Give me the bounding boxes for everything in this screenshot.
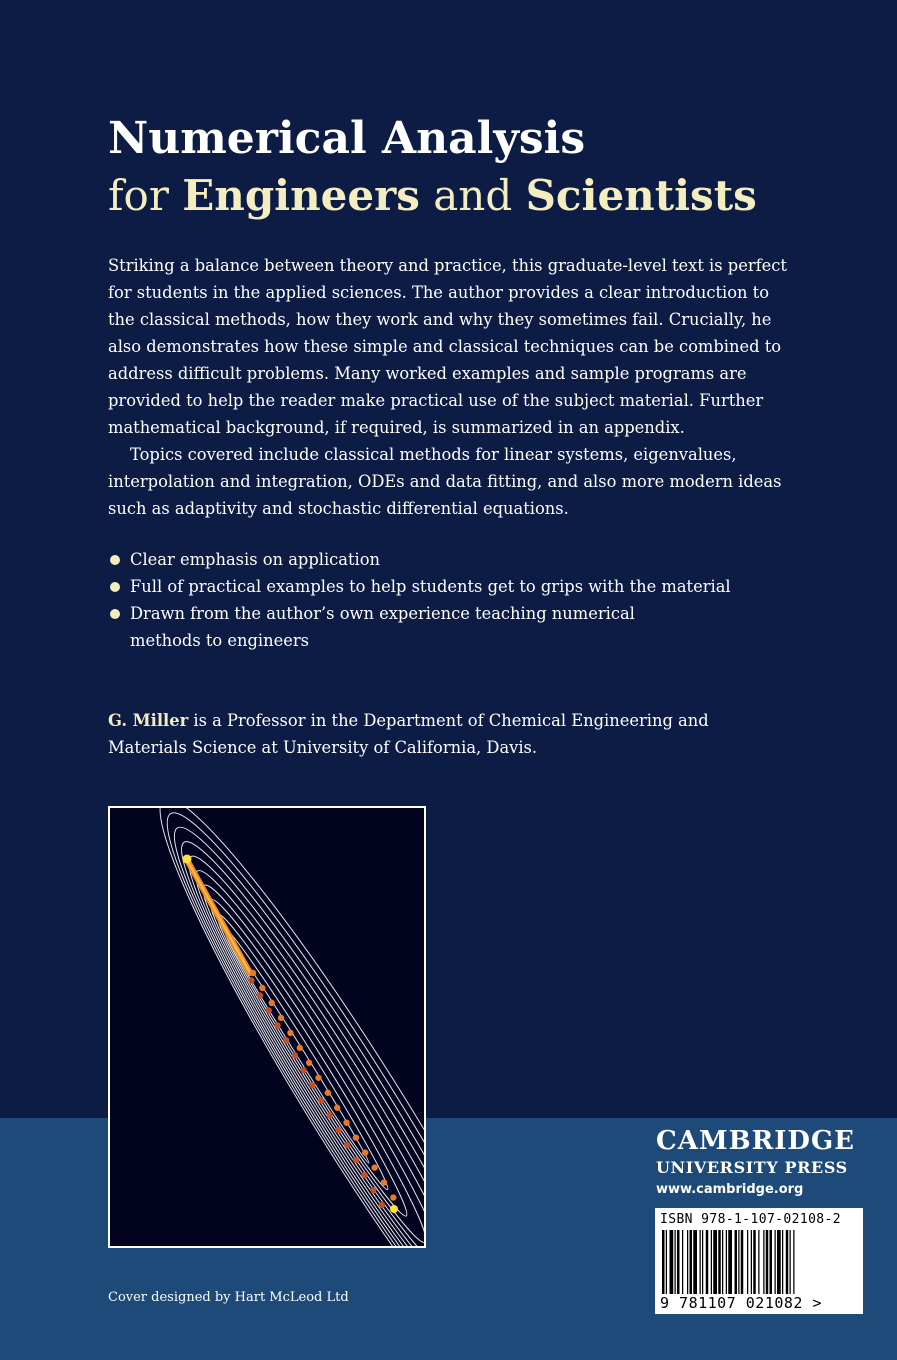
iteration-dot (335, 1127, 341, 1133)
iteration-dot (379, 1202, 385, 1208)
iteration-dot (370, 1187, 376, 1193)
barcode-bar (675, 1230, 676, 1294)
barcode-bar (747, 1230, 748, 1294)
iteration-dot (259, 985, 265, 991)
barcode-bar (766, 1230, 769, 1294)
barcode-digits: 9 781107 021082 > (660, 1294, 823, 1312)
iteration-dot (353, 1157, 359, 1163)
barcode-bar (735, 1230, 738, 1294)
bullet-icon (110, 609, 120, 619)
cover-illustration (108, 806, 426, 1248)
feature-text: Full of practical examples to help students get to grips with the material (130, 577, 731, 596)
feature-text: Drawn from the author’s own experience teaching numerical methods to engineers (130, 604, 635, 650)
barcode-bar (700, 1230, 701, 1294)
barcode-bar (677, 1230, 680, 1294)
iteration-dot (344, 1142, 350, 1148)
iteration-dot (248, 977, 254, 983)
iteration-dot (361, 1172, 367, 1178)
author-name: G. Miller (108, 711, 189, 730)
description-paragraph-2: Topics covered include classical methods for linear systems, eigenvalues, interpolation and integration, ODEs and data fitting, and also more modern ideas such as adaptivity and stochastic differential equations. (108, 445, 782, 518)
barcode-bar (722, 1230, 723, 1294)
iteration-dot (283, 1037, 289, 1043)
iteration-dot (269, 1000, 275, 1006)
iteration-dot (371, 1164, 377, 1170)
start-point (183, 855, 192, 864)
book-title (108, 112, 868, 224)
barcode-bar (770, 1230, 773, 1294)
barcode-bar (758, 1230, 759, 1294)
publisher-name: CAMBRIDGE (656, 1126, 855, 1156)
bullet-icon (110, 555, 120, 565)
iteration-dot (297, 1045, 303, 1051)
iteration-dot (343, 1119, 349, 1125)
barcode-bar (753, 1230, 756, 1294)
iteration-dot (353, 1134, 359, 1140)
barcode-bar (793, 1230, 794, 1294)
barcode-bar (726, 1230, 727, 1294)
barcode-bar (728, 1230, 732, 1294)
title-for: for (108, 171, 183, 220)
barcode-bar (763, 1230, 764, 1294)
iteration-dots (248, 970, 396, 1208)
publisher-subname: UNIVERSITY PRESS (656, 1158, 848, 1177)
iteration-dot (309, 1082, 315, 1088)
iteration-dot (390, 1194, 396, 1200)
iteration-dot (278, 1015, 284, 1021)
cover-credit: Cover designed by Hart McLeod Ltd (108, 1290, 349, 1305)
title-line-2 (108, 168, 868, 224)
barcode-bar (790, 1230, 791, 1294)
barcode-bar (751, 1230, 752, 1294)
barcode-bar (786, 1230, 789, 1294)
barcode-bar (777, 1230, 781, 1294)
author-bio-text: is a Professor in the Department of Chemical Engineering and Materials Science at University of California, Davis. (108, 711, 709, 757)
title-line-1: Numerical Analysis (108, 113, 586, 164)
feature-item (108, 600, 788, 654)
barcode-bar (666, 1230, 667, 1294)
iteration-dot (334, 1105, 340, 1111)
iteration-dot (315, 1075, 321, 1081)
title-scientists: Scientists (525, 171, 757, 220)
iteration-dot (318, 1097, 324, 1103)
contour-lines (125, 808, 424, 1246)
trajectory-highlight (187, 860, 250, 973)
barcode-bar (702, 1230, 703, 1294)
barcode-bar (741, 1230, 744, 1294)
barcode-bar (662, 1230, 665, 1294)
iteration-dot (257, 992, 263, 998)
iteration-dot (306, 1060, 312, 1066)
barcode-bar (713, 1230, 717, 1294)
feature-list (108, 546, 788, 654)
end-point (390, 1205, 398, 1213)
barcode-bar (711, 1230, 712, 1294)
description-paragraph-1: Striking a balance between theory and practice, this graduate-level text is perfect for students in the applied sciences. The author provides a clear introduction to the classical methods, how they work and why they sometimes fail. Crucially, he also demonstrates how these simple and classical techniques can be combined to address difficult problems. Many worked examples and sample programs are provided to help the reader make practical use of the subject material. Further mathematical background, if required, is summarized in an appendix. (108, 256, 787, 437)
author-bio (108, 707, 788, 761)
iteration-dot (362, 1149, 368, 1155)
barcode-bar (693, 1230, 697, 1294)
barcode-bar (738, 1230, 739, 1294)
title-engineers: Engineers (182, 171, 420, 220)
book-description (108, 252, 788, 522)
barcode-bar (670, 1230, 674, 1294)
barcode-bar (682, 1230, 683, 1294)
barcode-bar (718, 1230, 721, 1294)
feature-item (108, 573, 788, 600)
barcode-bar (706, 1230, 709, 1294)
publisher-url: www.cambridge.org (656, 1182, 804, 1197)
iteration-dot (287, 1030, 293, 1036)
contour-line (187, 874, 424, 1246)
barcode-bar (775, 1230, 776, 1294)
iteration-dot (381, 1179, 387, 1185)
publisher-logo (656, 1126, 870, 1197)
feature-item (108, 546, 788, 573)
trajectory-figure (110, 808, 424, 1246)
barcode-bar (687, 1230, 688, 1294)
iteration-dot (300, 1067, 306, 1073)
feature-text: Clear emphasis on application (130, 550, 381, 569)
iteration-dot (327, 1112, 333, 1118)
title-and: and (419, 171, 526, 220)
bullet-icon (110, 582, 120, 592)
iteration-dot (325, 1090, 331, 1096)
iteration-dot (274, 1022, 280, 1028)
barcode-bars (660, 1230, 858, 1294)
iteration-dot (292, 1052, 298, 1058)
barcode (655, 1208, 863, 1314)
iteration-dot (250, 970, 256, 976)
barcode-bar-group (662, 1230, 795, 1294)
iteration-dot (266, 1007, 272, 1013)
isbn-number: ISBN 978-1-107-02108-2 (660, 1212, 841, 1227)
barcode-bar (782, 1230, 783, 1294)
barcode-bar (690, 1230, 693, 1294)
